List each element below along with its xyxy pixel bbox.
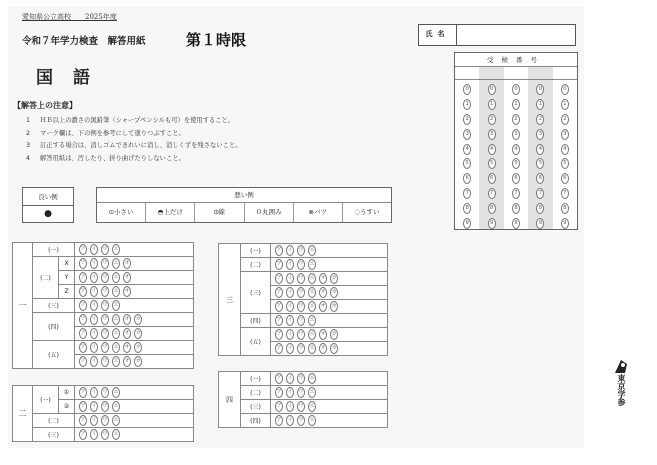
question-label: (二) bbox=[33, 257, 59, 299]
answer-row bbox=[219, 400, 388, 414]
digit-bubble[interactable]: 6 bbox=[488, 173, 496, 184]
answer-bubble[interactable]: ア bbox=[79, 272, 87, 283]
answer-bubble[interactable]: カ bbox=[330, 287, 338, 298]
answer-bubble[interactable]: カ bbox=[134, 356, 142, 367]
digit-bubble[interactable]: 9 bbox=[463, 218, 471, 229]
digit-bubble[interactable]: 1 bbox=[512, 99, 520, 110]
answer-bubble[interactable]: エ bbox=[308, 287, 316, 298]
answer-bubble[interactable]: イ bbox=[90, 401, 98, 412]
answer-bubble[interactable]: イ bbox=[286, 259, 294, 270]
digit-bubble[interactable]: 7 bbox=[561, 188, 569, 199]
answer-bubble[interactable]: エ bbox=[308, 273, 316, 284]
bad-example-top-only: ◓上だけ bbox=[146, 203, 195, 222]
answer-bubble[interactable]: イ bbox=[90, 387, 98, 398]
answer-row bbox=[219, 414, 388, 428]
answer-bubble[interactable]: エ bbox=[112, 387, 120, 398]
section-3-answers bbox=[218, 243, 388, 356]
answer-row bbox=[13, 414, 194, 428]
digit-bubble[interactable]: 6 bbox=[463, 173, 471, 184]
digit-bubble[interactable]: 4 bbox=[536, 144, 544, 155]
answer-bubble[interactable]: ウ bbox=[297, 343, 305, 354]
answer-choices bbox=[271, 314, 388, 328]
answer-bubble[interactable]: イ bbox=[286, 401, 294, 412]
answer-bubble[interactable]: オ bbox=[319, 287, 327, 298]
digit-bubble[interactable]: 8 bbox=[463, 203, 471, 214]
answer-bubble[interactable]: イ bbox=[286, 245, 294, 256]
answer-bubble[interactable]: エ bbox=[112, 429, 120, 440]
answer-bubble[interactable]: イ bbox=[90, 314, 98, 325]
answer-bubble[interactable]: エ bbox=[112, 342, 120, 353]
answer-row bbox=[13, 428, 194, 442]
question-label: (二) bbox=[241, 258, 271, 272]
digit-bubble[interactable]: 4 bbox=[561, 144, 569, 155]
question-label: (四) bbox=[241, 414, 271, 428]
note-item bbox=[26, 115, 242, 128]
answer-bubble[interactable]: イ bbox=[286, 315, 294, 326]
period-label: 第１時限 bbox=[186, 31, 247, 49]
bad-example-faint: ◌うすい bbox=[354, 208, 380, 216]
answer-bubble[interactable]: ア bbox=[79, 401, 87, 412]
answer-bubble[interactable]: カ bbox=[134, 342, 142, 353]
note-item bbox=[26, 153, 242, 166]
answer-bubble[interactable]: オ bbox=[123, 258, 131, 269]
answer-row bbox=[219, 244, 388, 258]
digit-bubble[interactable]: 9 bbox=[561, 218, 569, 229]
question-label: (三) bbox=[33, 428, 75, 442]
answer-bubble[interactable]: イ bbox=[90, 300, 98, 311]
answer-bubble[interactable]: カ bbox=[330, 343, 338, 354]
sub-question-label: Z bbox=[59, 285, 75, 299]
answer-choices bbox=[271, 328, 388, 342]
digit-bubble[interactable]: 3 bbox=[488, 129, 496, 140]
answer-choices bbox=[271, 258, 388, 272]
digit-bubble[interactable]: 7 bbox=[536, 188, 544, 199]
sub-question-label: ② bbox=[59, 400, 75, 414]
answer-bubble[interactable]: ウ bbox=[101, 272, 109, 283]
answer-bubble[interactable]: ウ bbox=[297, 373, 305, 384]
answer-bubble[interactable]: カ bbox=[330, 273, 338, 284]
digit-bubble[interactable]: 9 bbox=[512, 218, 520, 229]
answer-bubble[interactable]: ア bbox=[275, 343, 283, 354]
answer-bubble[interactable]: エ bbox=[308, 343, 316, 354]
sub-question-label: Y bbox=[59, 271, 75, 285]
digit-bubble[interactable]: 0 bbox=[536, 84, 544, 95]
digit-bubble[interactable]: 3 bbox=[536, 129, 544, 140]
answer-bubble[interactable]: ア bbox=[275, 415, 283, 426]
answer-bubble[interactable]: ウ bbox=[101, 286, 109, 297]
section-label: 一 bbox=[13, 243, 33, 369]
filled-bubble-icon: ● bbox=[23, 205, 74, 223]
digit-bubble[interactable]: 6 bbox=[561, 173, 569, 184]
answer-choices bbox=[75, 299, 194, 313]
answer-choices bbox=[75, 428, 194, 442]
digit-bubble[interactable]: 6 bbox=[512, 173, 520, 184]
question-label: (三) bbox=[241, 400, 271, 414]
answer-bubble[interactable]: ア bbox=[275, 287, 283, 298]
digit-bubble[interactable]: 5 bbox=[561, 158, 569, 169]
answer-bubble[interactable]: オ bbox=[123, 314, 131, 325]
answer-choices bbox=[271, 414, 388, 428]
answer-bubble[interactable]: ア bbox=[275, 401, 283, 412]
section-label: 四 bbox=[219, 372, 241, 428]
answer-bubble[interactable]: ア bbox=[79, 356, 87, 367]
digit-bubble[interactable]: 7 bbox=[463, 188, 471, 199]
name-field bbox=[418, 24, 576, 46]
answer-choices bbox=[271, 372, 388, 386]
bad-example-box bbox=[96, 187, 392, 223]
question-label: (四) bbox=[241, 314, 271, 328]
answer-bubble[interactable]: エ bbox=[112, 258, 120, 269]
answer-bubble[interactable]: エ bbox=[112, 314, 120, 325]
digit-bubble[interactable]: 8 bbox=[512, 203, 520, 214]
digit-bubble[interactable]: 0 bbox=[463, 84, 471, 95]
digit-bubble[interactable]: 4 bbox=[488, 144, 496, 155]
answer-bubble[interactable]: ウ bbox=[101, 356, 109, 367]
bad-example-cross: ⊗バツ bbox=[294, 203, 343, 222]
digit-write-box[interactable] bbox=[553, 67, 577, 80]
answer-choices bbox=[271, 272, 388, 286]
exam-title: 令和７年学力検査 解答用紙 bbox=[22, 36, 146, 47]
name-label: 氏名 bbox=[419, 25, 457, 45]
answer-bubble[interactable]: エ bbox=[308, 301, 316, 312]
sub-question-label: X bbox=[59, 257, 75, 271]
answer-bubble[interactable]: ア bbox=[79, 415, 87, 426]
answer-choices bbox=[75, 400, 194, 414]
answer-bubble[interactable]: エ bbox=[308, 415, 316, 426]
answer-bubble[interactable]: イ bbox=[90, 272, 98, 283]
answer-bubble[interactable]: オ bbox=[319, 273, 327, 284]
digit-bubble[interactable]: 0 bbox=[488, 84, 496, 95]
answer-choices bbox=[75, 313, 194, 327]
answer-bubble[interactable]: エ bbox=[112, 328, 120, 339]
digit-bubble[interactable]: 8 bbox=[536, 203, 544, 214]
digit-bubble[interactable]: 5 bbox=[488, 158, 496, 169]
answer-bubble[interactable]: イ bbox=[90, 429, 98, 440]
answer-bubble[interactable]: ア bbox=[275, 315, 283, 326]
digit-write-box[interactable] bbox=[528, 67, 552, 80]
digit-bubble[interactable]: 9 bbox=[536, 218, 544, 229]
answer-bubble[interactable]: ア bbox=[79, 300, 87, 311]
digit-write-box[interactable] bbox=[479, 67, 503, 80]
digit-bubble[interactable]: 5 bbox=[536, 158, 544, 169]
answer-bubble[interactable]: イ bbox=[90, 328, 98, 339]
question-label: (五) bbox=[33, 341, 75, 369]
note-text: 訂正する場合は、消しゴムできれいに消し、消しくずを残さないこと。 bbox=[40, 142, 242, 149]
answer-choices bbox=[75, 414, 194, 428]
answer-bubble[interactable]: ウ bbox=[101, 328, 109, 339]
answer-row bbox=[13, 313, 194, 327]
answer-row bbox=[219, 386, 388, 400]
answer-bubble[interactable]: カ bbox=[330, 329, 338, 340]
digit-bubble[interactable]: 7 bbox=[488, 188, 496, 199]
answer-bubble[interactable]: ア bbox=[79, 286, 87, 297]
answer-bubble[interactable]: ウ bbox=[101, 342, 109, 353]
answer-bubble[interactable]: カ bbox=[134, 328, 142, 339]
answer-bubble[interactable]: ウ bbox=[101, 387, 109, 398]
digit-bubble[interactable]: 1 bbox=[536, 99, 544, 110]
section-2-answers bbox=[12, 385, 194, 442]
answer-bubble[interactable]: イ bbox=[90, 286, 98, 297]
answer-bubble[interactable]: イ bbox=[286, 373, 294, 384]
school-year-label: 愛知県公立高校 2025年度 bbox=[22, 13, 117, 21]
answer-bubble[interactable]: エ bbox=[112, 244, 120, 255]
answer-choices bbox=[75, 271, 194, 285]
note-item bbox=[26, 140, 242, 153]
digit-bubble[interactable]: 8 bbox=[561, 203, 569, 214]
answer-bubble[interactable]: ウ bbox=[297, 401, 305, 412]
digit-bubble[interactable]: 1 bbox=[488, 99, 496, 110]
answer-bubble[interactable]: イ bbox=[90, 342, 98, 353]
section-1-answers bbox=[12, 242, 194, 369]
answer-bubble[interactable]: ウ bbox=[297, 259, 305, 270]
answer-bubble[interactable]: エ bbox=[308, 401, 316, 412]
answer-bubble[interactable]: ア bbox=[275, 387, 283, 398]
owl-logo-icon bbox=[613, 358, 629, 374]
note-text: 解答用紙は、汚したり、折り曲げたりしないこと。 bbox=[40, 154, 185, 162]
answer-choices bbox=[75, 386, 194, 400]
exam-digit-column bbox=[455, 67, 479, 229]
digit-bubble[interactable]: 3 bbox=[512, 129, 520, 140]
exam-number-grid bbox=[454, 52, 578, 230]
publisher-logo bbox=[611, 358, 631, 406]
note-number: 3 bbox=[26, 142, 31, 149]
note-text: マーク欄は、下の例を参考にして塗りつぶすこと。 bbox=[40, 129, 185, 137]
answer-choices bbox=[75, 355, 194, 369]
answer-bubble[interactable]: ア bbox=[79, 328, 87, 339]
digit-bubble[interactable]: 4 bbox=[463, 144, 471, 155]
answer-choices bbox=[271, 286, 388, 300]
digit-write-box[interactable] bbox=[504, 67, 528, 80]
good-example-box bbox=[22, 187, 74, 223]
answer-row bbox=[219, 258, 388, 272]
digit-bubble[interactable]: 7 bbox=[512, 188, 520, 199]
answer-row bbox=[219, 328, 388, 342]
digit-bubble[interactable]: 6 bbox=[536, 173, 544, 184]
answer-bubble[interactable]: ウ bbox=[297, 415, 305, 426]
answer-bubble[interactable]: エ bbox=[112, 356, 120, 367]
answer-bubble[interactable]: エ bbox=[112, 286, 120, 297]
answer-bubble[interactable]: ア bbox=[79, 387, 87, 398]
question-label: (二) bbox=[33, 414, 75, 428]
name-input[interactable] bbox=[457, 25, 575, 45]
notes-title: 【解答上の注意】 bbox=[13, 101, 77, 110]
exam-digit-column bbox=[528, 67, 552, 229]
answer-choices bbox=[271, 386, 388, 400]
bad-example-small: ⊙小さい bbox=[97, 203, 146, 222]
answer-bubble[interactable]: カ bbox=[134, 314, 142, 325]
answer-bubble[interactable]: オ bbox=[123, 342, 131, 353]
answer-bubble[interactable]: ア bbox=[275, 259, 283, 270]
answer-bubble[interactable]: ウ bbox=[101, 429, 109, 440]
digit-bubble[interactable]: 2 bbox=[512, 114, 520, 125]
digit-bubble[interactable]: 5 bbox=[463, 158, 471, 169]
digit-bubble[interactable]: 3 bbox=[561, 129, 569, 140]
answer-bubble[interactable]: ウ bbox=[101, 314, 109, 325]
answer-choices bbox=[271, 342, 388, 356]
bad-example-label: 悪い例 bbox=[97, 188, 391, 203]
answer-choices bbox=[271, 300, 388, 314]
answer-row bbox=[13, 386, 194, 400]
answer-row bbox=[219, 272, 388, 286]
bad-example-line: ⦶線 bbox=[195, 203, 244, 222]
section-label: 三 bbox=[219, 244, 241, 356]
answer-bubble[interactable]: オ bbox=[319, 329, 327, 340]
answer-bubble[interactable]: イ bbox=[286, 273, 294, 284]
section-4-answers bbox=[218, 371, 388, 428]
answer-bubble[interactable]: ウ bbox=[297, 301, 305, 312]
digit-bubble[interactable]: 3 bbox=[463, 129, 471, 140]
question-label: (一) bbox=[33, 386, 59, 414]
digit-bubble[interactable]: 9 bbox=[488, 218, 496, 229]
answer-bubble[interactable]: イ bbox=[286, 301, 294, 312]
digit-bubble[interactable]: 4 bbox=[512, 144, 520, 155]
answer-bubble[interactable]: ウ bbox=[101, 258, 109, 269]
question-label: (一) bbox=[241, 372, 271, 386]
answer-bubble[interactable]: オ bbox=[123, 356, 131, 367]
digit-bubble[interactable]: 2 bbox=[488, 114, 496, 125]
answer-row bbox=[13, 299, 194, 313]
answer-bubble[interactable]: カ bbox=[330, 301, 338, 312]
answer-bubble[interactable]: ウ bbox=[101, 401, 109, 412]
answer-bubble[interactable]: ア bbox=[275, 273, 283, 284]
answer-bubble[interactable]: イ bbox=[90, 415, 98, 426]
answer-bubble[interactable]: イ bbox=[286, 287, 294, 298]
answer-bubble[interactable]: ア bbox=[79, 342, 87, 353]
answer-bubble[interactable]: イ bbox=[286, 387, 294, 398]
digit-bubble[interactable]: 2 bbox=[536, 114, 544, 125]
exam-digit-column bbox=[553, 67, 577, 229]
subject-title: 国語 bbox=[36, 68, 110, 88]
answer-bubble[interactable]: イ bbox=[90, 356, 98, 367]
digit-bubble[interactable]: 2 bbox=[463, 114, 471, 125]
answer-bubble[interactable]: エ bbox=[308, 387, 316, 398]
answer-bubble[interactable]: エ bbox=[112, 401, 120, 412]
note-number: 4 bbox=[26, 154, 31, 162]
note-number: 1 bbox=[26, 117, 31, 124]
question-label: (五) bbox=[241, 328, 271, 356]
answer-row bbox=[219, 372, 388, 386]
answer-bubble[interactable]: イ bbox=[286, 415, 294, 426]
answer-choices bbox=[75, 257, 194, 271]
question-label: (二) bbox=[241, 386, 271, 400]
answer-bubble[interactable]: ウ bbox=[297, 329, 305, 340]
question-label: (一) bbox=[241, 244, 271, 258]
answer-bubble[interactable]: ウ bbox=[297, 287, 305, 298]
answer-bubble[interactable]: ア bbox=[275, 245, 283, 256]
digit-bubble[interactable]: 0 bbox=[561, 84, 569, 95]
answer-bubble[interactable]: エ bbox=[112, 415, 120, 426]
answer-row bbox=[13, 243, 194, 257]
section-label: 二 bbox=[13, 386, 33, 442]
digit-bubble[interactable]: 2 bbox=[561, 114, 569, 125]
answer-row bbox=[13, 257, 194, 271]
answer-bubble[interactable]: オ bbox=[123, 328, 131, 339]
digit-bubble[interactable]: 5 bbox=[512, 158, 520, 169]
answer-bubble[interactable]: エ bbox=[308, 259, 316, 270]
sub-question-label: ① bbox=[59, 386, 75, 400]
note-number: 2 bbox=[26, 129, 31, 137]
publisher-name: 東京学参 bbox=[617, 374, 626, 406]
exam-digit-column bbox=[504, 67, 528, 229]
answer-bubble[interactable]: オ bbox=[319, 301, 327, 312]
answer-choices bbox=[75, 341, 194, 355]
note-text: ＨＢ以上の濃さの黒鉛筆（シャープペンシルも可）を使用すること。 bbox=[40, 117, 235, 124]
answer-bubble[interactable]: エ bbox=[308, 315, 316, 326]
answer-bubble[interactable]: イ bbox=[286, 329, 294, 340]
answer-bubble[interactable]: ウ bbox=[297, 245, 305, 256]
answer-bubble[interactable]: ウ bbox=[297, 315, 305, 326]
answer-bubble[interactable]: エ bbox=[112, 300, 120, 311]
question-label: (三) bbox=[33, 299, 75, 313]
answer-bubble[interactable]: ア bbox=[79, 244, 87, 255]
answer-choices bbox=[271, 400, 388, 414]
digit-write-box[interactable] bbox=[455, 67, 479, 80]
answer-choices bbox=[75, 243, 194, 257]
answer-bubble[interactable]: オ bbox=[123, 272, 131, 283]
answer-row bbox=[219, 314, 388, 328]
answer-bubble[interactable]: ウ bbox=[101, 300, 109, 311]
answer-bubble[interactable]: ウ bbox=[297, 273, 305, 284]
answer-choices bbox=[75, 327, 194, 341]
answer-choices bbox=[271, 244, 388, 258]
digit-bubble[interactable]: 1 bbox=[561, 99, 569, 110]
good-example-label: 良い例 bbox=[23, 188, 74, 206]
answer-bubble[interactable]: ウ bbox=[101, 415, 109, 426]
question-label: (三) bbox=[241, 272, 271, 314]
question-label: (一) bbox=[33, 243, 75, 257]
notes-list bbox=[26, 115, 242, 165]
exam-digit-column bbox=[479, 67, 503, 229]
answer-bubble[interactable]: ウ bbox=[297, 387, 305, 398]
answer-row bbox=[13, 341, 194, 355]
digit-bubble[interactable]: 0 bbox=[512, 84, 520, 95]
bad-example-circled: ０丸囲み bbox=[245, 203, 294, 222]
answer-choices bbox=[75, 285, 194, 299]
answer-bubble[interactable]: イ bbox=[286, 343, 294, 354]
exam-number-label: 受検番号 bbox=[455, 53, 577, 67]
digit-bubble[interactable]: 8 bbox=[488, 203, 496, 214]
answer-bubble[interactable]: ア bbox=[79, 429, 87, 440]
digit-bubble[interactable]: 1 bbox=[463, 99, 471, 110]
answer-bubble[interactable]: エ bbox=[308, 329, 316, 340]
answer-bubble[interactable]: イ bbox=[90, 244, 98, 255]
answer-bubble[interactable]: ア bbox=[275, 329, 283, 340]
answer-bubble[interactable]: オ bbox=[319, 343, 327, 354]
answer-bubble[interactable]: ア bbox=[79, 258, 87, 269]
answer-bubble[interactable]: エ bbox=[112, 272, 120, 283]
note-item bbox=[26, 128, 242, 141]
answer-bubble[interactable]: エ bbox=[308, 373, 316, 384]
answer-bubble[interactable]: ア bbox=[275, 301, 283, 312]
answer-bubble[interactable]: イ bbox=[90, 258, 98, 269]
answer-bubble[interactable]: ア bbox=[275, 373, 283, 384]
question-label: (四) bbox=[33, 313, 75, 341]
answer-bubble[interactable]: オ bbox=[123, 286, 131, 297]
answer-bubble[interactable]: ア bbox=[79, 314, 87, 325]
answer-bubble[interactable]: エ bbox=[308, 245, 316, 256]
answer-bubble[interactable]: ウ bbox=[101, 244, 109, 255]
